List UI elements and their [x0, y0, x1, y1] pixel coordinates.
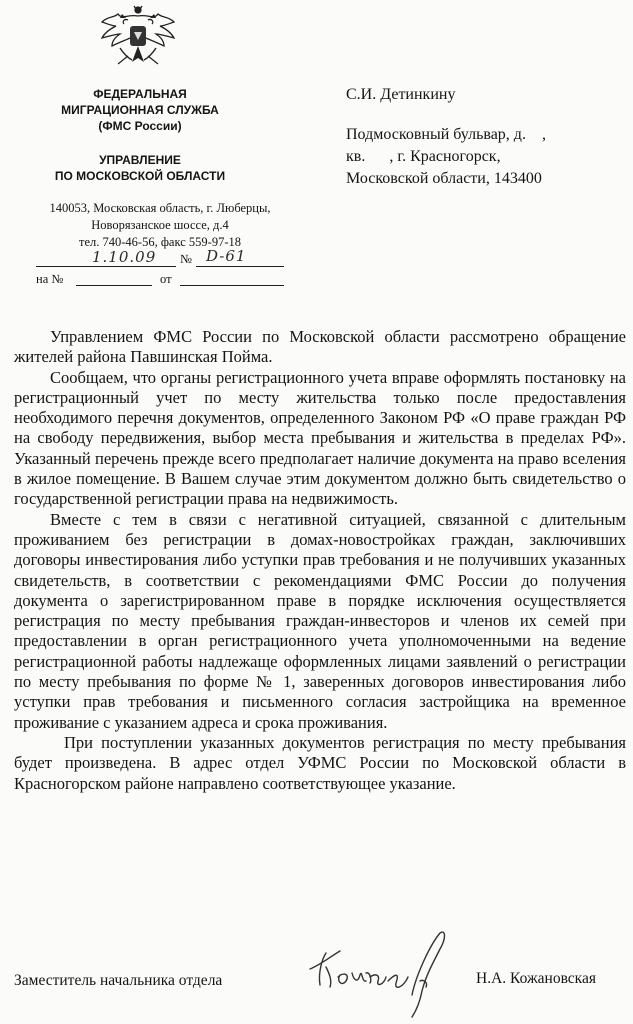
- number-label: №: [180, 252, 192, 266]
- double-headed-eagle-emblem-icon: [98, 4, 178, 72]
- body-paragraph: При поступлении указанных документов регистрация по месту пребывания будет произведена. В адрес отдел УФМС России по Московской области в Красногорском районе направлено соответствующее указание.: [14, 732, 626, 793]
- org-line: МИГРАЦИОННАЯ СЛУЖБА: [61, 103, 219, 117]
- body-paragraph: Управлением ФМС России по Московской области рассмотрено обращение жителей района Павшинская Пойма.: [14, 327, 626, 367]
- org-line: (ФМС России): [98, 119, 182, 133]
- addr-line: тел. 740-46-56, факс 559-97-18: [79, 235, 241, 249]
- recipient-name: С.И. Детинкину: [346, 86, 456, 103]
- recipient-address-line: кв. , г. Красногорск,: [346, 148, 501, 165]
- reference-date-label: от: [160, 272, 172, 286]
- reference-number-line: [76, 285, 152, 286]
- date-underline: [36, 266, 176, 267]
- recipient-address-line: Подмосковный бульвар, д. ,: [346, 126, 546, 143]
- reference-number-label: на №: [36, 272, 64, 286]
- recipient-block: [346, 84, 546, 190]
- number-underline: [196, 266, 284, 267]
- letter-body: [14, 327, 626, 794]
- recipient-address-line: Московской области, 143400: [346, 170, 542, 187]
- signatory-name: Н.А. Кожановская: [476, 970, 596, 987]
- addr-line: 140053, Московская область, г. Люберцы,: [49, 201, 271, 215]
- department-name: [20, 152, 260, 184]
- body-paragraph: Вместе с тем в связи с негативной ситуацией, связанной с длительным проживанием без регистрации в домах-новостройках граждан, заключивших договоры инвестирования либо уступки прав требования и не получивших указанных свидетельств, в соответствии с рекомендациями ФМС России до получения документа о зарегистрированном праве в порядке исключения осуществляется регистрация по месту пребывания граждан-инвесторов и членов их семей при предоставлении в орган регистрационного учета уполномоченными на ведение регистрационной работы надлежаще оформленных лицами заявлений о регистрации по месту пребывания по форме № 1, заверенных договоров инвестирования либо уступки прав требования и письменного согласия застройщика на временное проживание с указанием адреса и срока проживания.: [14, 509, 626, 732]
- dept-line: ПО МОСКОВСКОЙ ОБЛАСТИ: [54, 169, 226, 183]
- sender-address: [20, 200, 300, 251]
- handwritten-signature: [300, 925, 470, 1020]
- org-line: ФЕДЕРАЛЬНАЯ: [93, 87, 187, 101]
- signatory-title: Заместитель начальника отдела: [14, 972, 223, 989]
- handwritten-date: 1.10.09: [92, 248, 157, 266]
- dept-line: УПРАВЛЕНИЕ: [99, 153, 181, 167]
- addr-line: Новорязанское шоссе, д.4: [91, 218, 229, 232]
- reference-date-line: [180, 285, 284, 286]
- handwritten-number: D-61: [206, 247, 247, 265]
- organization-name: [20, 86, 260, 134]
- body-paragraph: Сообщаем, что органы регистрационного учета вправе оформлять постановку на регистрационный учет по месту жительства только после предоставления необходимого перечня документов, определенного Законом РФ «О праве граждан РФ на свободу передвижения, выбор места пребывания и жительства в пределах РФ». Указанный перечень прежде всего предполагает наличие документа на право вселения в жилое помещение. В Вашем случае этим документом должно быть свидетельство о государственной регистрации права на недвижимость.: [14, 367, 626, 509]
